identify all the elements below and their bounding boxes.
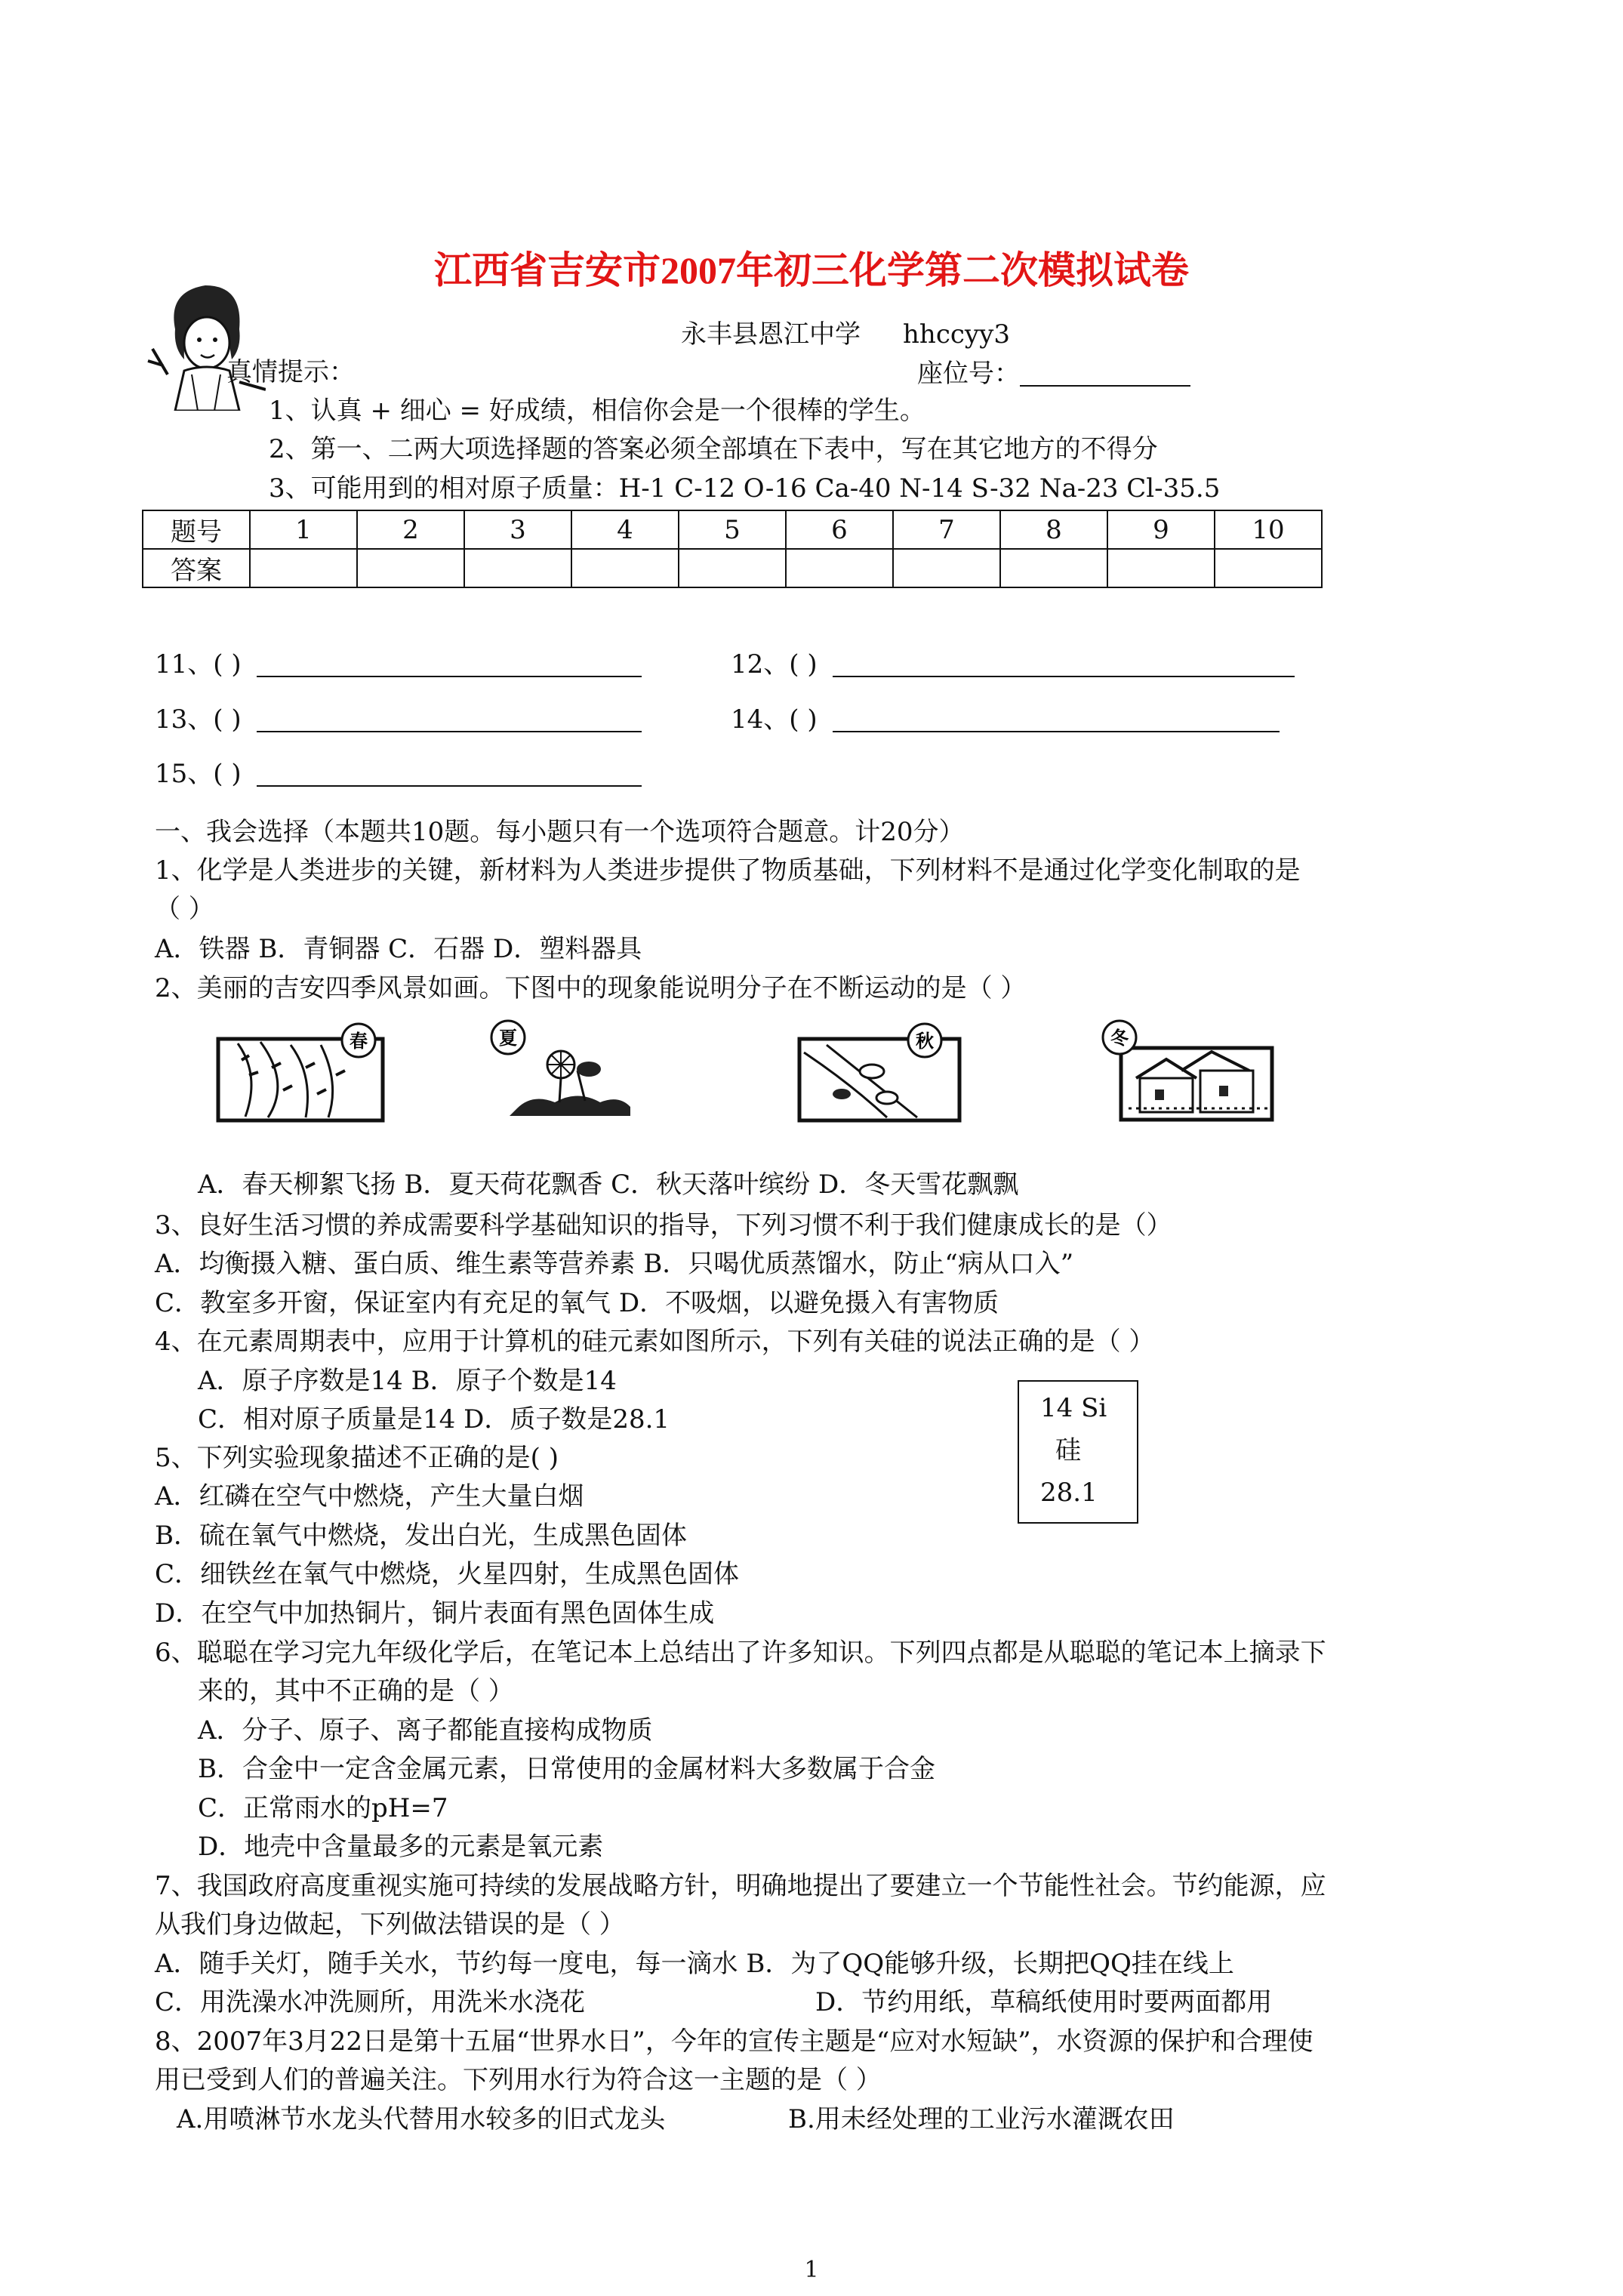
exam-title: 江西省吉安市2007年初三化学第二次模拟试卷 (434, 249, 1189, 291)
author-name: hhccyy3 (903, 319, 1010, 350)
answer-cell[interactable] (786, 549, 893, 587)
answer-cell[interactable] (464, 549, 571, 587)
answer-table-number: 10 (1215, 510, 1322, 549)
question-1-stem-cont: （ ） (155, 894, 214, 924)
question-6-stem: 6、聪聪在学习完九年级化学后，在笔记本上总结出了许多知识。下列四点都是从聪聪的笔记本上摘录下 (155, 1638, 1326, 1668)
season-label-spring: 春 (350, 1031, 368, 1052)
tip-3: 3、可能用到的相对原子质量：H-1 C-12 O-16 Ca-40 N-14 S-32 Na-23 Cl-35.5 (269, 473, 1221, 504)
element-name: 硅 (1055, 1435, 1081, 1465)
exam-subtitle (0, 319, 1623, 350)
answer-blank[interactable] (257, 705, 642, 732)
answer-table-number: 1 (250, 510, 357, 549)
question-1-options: A．铁器 B．青铜器 C．石器 D．塑料器具 (155, 934, 642, 964)
question-1-stem: 1、化学是人类进步的关键，新材料为人类进步提供了物质基础，下列材料不是通过化学变化制取的是 (155, 855, 1301, 886)
tip-1: 1、认真 + 细心 = 好成绩，相信你会是一个很棒的学生。 (269, 396, 925, 426)
question-8-option-a: A.用喷淋节水龙头代替用水较多的旧式龙头 (177, 2104, 666, 2134)
answer-cell[interactable] (1000, 549, 1107, 587)
question-6-option-b: B．合金中一定含金属元素，日常使用的金属材料大多数属于合金 (198, 1754, 935, 1784)
page-number: 1 (804, 2257, 819, 2283)
question-5-option-b: B．硫在氧气中燃烧，发出白光，生成黑色固体 (155, 1521, 687, 1551)
answer-table-number-row (143, 510, 1322, 549)
element-number-symbol: 14 Si (1040, 1393, 1107, 1423)
question-6-stem-cont: 来的，其中不正确的是（ ） (198, 1676, 514, 1706)
question-5-option-a: A．红磷在空气中燃烧，产生大量白烟 (155, 1481, 584, 1512)
question-5-option-d: D．在空气中加热铜片，铜片表面有黑色固体生成 (155, 1598, 715, 1629)
season-label-autumn: 秋 (916, 1031, 934, 1052)
answer-line-14 (731, 704, 1280, 735)
question-8-stem-cont: 用已受到人们的普遍关注。下列用水行为符合这一主题的是（ ） (155, 2065, 882, 2095)
question-6-option-d: D．地壳中含量最多的元素是氧元素 (198, 1832, 604, 1862)
answer-table-number: 9 (1107, 510, 1215, 549)
answer-line-label: 12、( ) (731, 649, 818, 680)
silicon-element-box (1018, 1380, 1138, 1524)
winter-snow-picture (1098, 1018, 1280, 1123)
answer-cell[interactable] (1215, 549, 1322, 587)
question-4-options-2: C．相对原子质量是14 D．质子数是28.1 (198, 1404, 670, 1435)
section-1-heading: 一、我会选择（本题共10题。每小题只有一个选项符合题意。计20分） (155, 817, 965, 847)
seat-number-blank[interactable] (1020, 359, 1190, 387)
question-8-stem: 8、2007年3月22日是第十五届“世界水日”，今年的宣传主题是“应对水短缺”，水资源的保护和合理使 (155, 2026, 1313, 2057)
answer-table-row-label: 答案 (143, 549, 250, 587)
answer-line-label: 14、( ) (731, 704, 818, 735)
season-label-summer: 夏 (499, 1028, 517, 1049)
answer-blank[interactable] (833, 650, 1295, 677)
question-2-stem: 2、美丽的吉安四季风景如画。下图中的现象能说明分子在不断运动的是（ ） (155, 973, 1027, 1003)
answer-cell[interactable] (357, 549, 464, 587)
answer-table-number: 7 (893, 510, 1000, 549)
answer-line-11 (155, 649, 642, 680)
answer-table-number: 4 (571, 510, 679, 549)
answer-line-15 (155, 760, 642, 787)
answer-cell[interactable] (893, 549, 1000, 587)
question-7-option-c: C．用洗澡水冲洗厕所，用洗米水浇花 (155, 1987, 586, 2017)
answer-table-number: 6 (786, 510, 893, 549)
question-3-stem: 3、良好生活习惯的养成需要科学基础知识的指导，下列习惯不利于我们健康成长的是（） (155, 1210, 1172, 1240)
tip-2: 2、第一、二两大项选择题的答案必须全部填在下表中，写在其它地方的不得分 (269, 434, 1158, 464)
question-7-stem: 7、我国政府高度重视实施可持续的发展战略方针，明确地提出了要建立一个节能性社会。节约能源，应 (155, 1871, 1326, 1901)
question-5-option-c: C．细铁丝在氧气中燃烧，火星四射，生成黑色固体 (155, 1559, 740, 1589)
answer-table-number: 2 (357, 510, 464, 549)
answer-table-answer-row (143, 549, 1322, 587)
answer-table (142, 510, 1323, 588)
seat-number-field (917, 359, 1190, 387)
answer-blank[interactable] (257, 760, 642, 787)
answer-blank[interactable] (257, 650, 642, 677)
answer-table-number: 3 (464, 510, 571, 549)
season-label-winter: 冬 (1110, 1028, 1129, 1049)
question-6-option-a: A．分子、原子、离子都能直接构成物质 (198, 1715, 653, 1746)
answer-line-label: 13、( ) (155, 704, 242, 735)
question-3-options-2: C．教室多开窗，保证室内有充足的氧气 D．不吸烟，以避免摄入有害物质 (155, 1288, 999, 1318)
answer-line-label: 15、( ) (155, 759, 242, 789)
answer-line-label: 11、( ) (155, 649, 242, 680)
school-name: 永丰县恩江中学 (681, 319, 861, 350)
question-7-stem-cont: 从我们身边做起，下列做法错误的是（ ） (155, 1909, 625, 1940)
question-7-options-1: A．随手关灯，随手关水，节约每一度电，每一滴水 B．为了QQ能够升级，长期把QQ挂在线上 (155, 1949, 1234, 1979)
question-8-option-b: B.用未经处理的工业污水灌溉农田 (788, 2104, 1175, 2134)
answer-cell[interactable] (250, 549, 357, 587)
question-4-stem: 4、在元素周期表中，应用于计算机的硅元素如图所示，下列有关硅的说法正确的是（ ） (155, 1327, 1155, 1357)
answer-table-row-label: 题号 (143, 510, 250, 549)
answer-line-13 (155, 704, 642, 735)
element-mass: 28.1 (1040, 1478, 1098, 1508)
answer-cell[interactable] (1107, 549, 1215, 587)
answer-cell[interactable] (571, 549, 679, 587)
answer-table-number: 5 (679, 510, 786, 549)
tips-label: 真情提示： (226, 357, 355, 387)
answer-cell[interactable] (679, 549, 786, 587)
question-7-option-d: D．节约用纸，草稿纸使用时要两面都用 (815, 1987, 1273, 2017)
answer-blank[interactable] (833, 705, 1280, 732)
question-3-options-1: A．均衡摄入糖、蛋白质、维生素等营养素 B．只喝优质蒸馏水，防止“病从口入” (155, 1249, 1074, 1279)
autumn-leaves-picture (796, 1022, 970, 1124)
summer-lotus-picture (487, 1018, 638, 1123)
seat-number-label: 座位号： (917, 359, 1020, 389)
question-5-stem: 5、下列实验现象描述不正确的是( ) (155, 1443, 559, 1473)
answer-line-12 (731, 649, 1295, 680)
answer-table-number: 8 (1000, 510, 1107, 549)
question-4-options-1: A．原子序数是14 B．原子个数是14 (198, 1366, 617, 1396)
question-2-options: A．春天柳絮飞扬 B．夏天荷花飘香 C．秋天落叶缤纷 D．冬天雪花飘飘 (198, 1170, 1019, 1200)
question-6-option-c: C．正常雨水的pH=7 (198, 1793, 448, 1823)
spring-willow-picture (215, 1022, 389, 1124)
